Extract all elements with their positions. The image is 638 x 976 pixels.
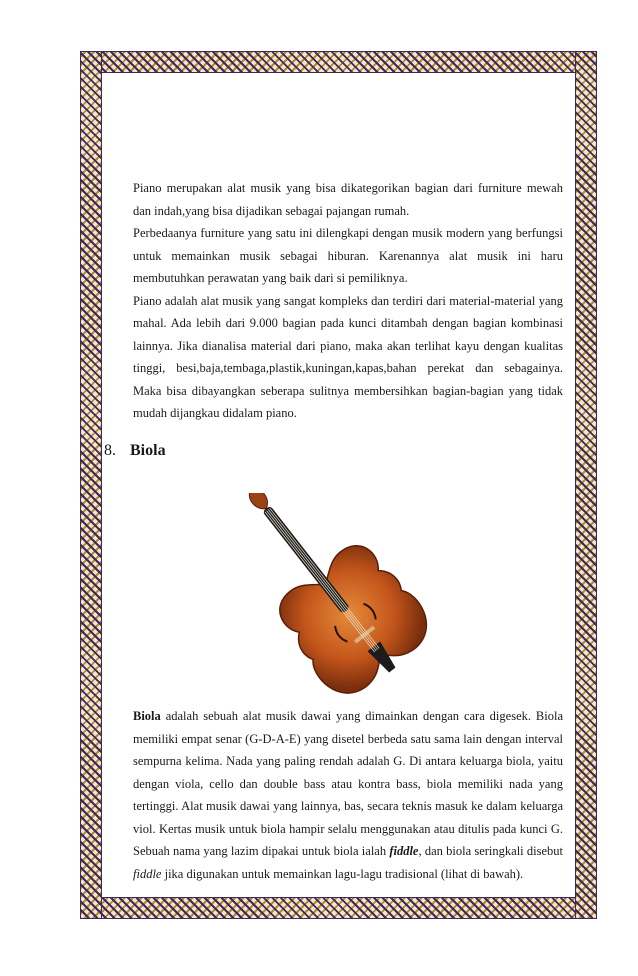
border-right <box>575 51 597 919</box>
heading-title: Biola <box>130 442 166 459</box>
border-top <box>80 51 597 73</box>
piano-text-section <box>133 177 563 425</box>
paragraph: Piano adalah alat musik yang sangat kompleks dan terdiri dari material-material yang mahal. Ada lebih dari 9.000 bagian pada kunci ditambah dengan bagian kombinasi lainnya. Jika dianalisa material dari piano, maka akan terlihat kayu dengan kualitas tinggi, besi,baja,tembaga,plastik,kuningan,kapas,bahan perekat dan sebagainya. Maka bisa dibayangkan seberapa sulitnya membersihkan bagian-bagian yang tidak mudah dijangkau didalam piano. <box>133 293 563 420</box>
section-heading <box>104 442 166 460</box>
paragraph <box>133 705 563 885</box>
biola-description <box>133 705 563 885</box>
border-bottom <box>80 897 597 919</box>
text-part: jika digunakan untuk memainkan lagu-lagu tradisional (lihat di bawah). <box>161 866 524 881</box>
text-part: , dan biola seringkali disebut <box>418 844 563 858</box>
paragraph: Perbedaanya furniture yang satu ini dilengkapi dengan musik modern yang berfungsi untuk memainkan musik sebagai hiburan. Karenannya alat musik ini haru membutuhkan perawatan yang baik dari si pemiliknya. <box>133 226 563 285</box>
term-biola: Biola <box>133 709 161 723</box>
term-fiddle-bold: fiddle <box>389 844 419 858</box>
paragraph: Piano merupakan alat musik yang bisa dikategorikan bagian dari furniture mewah dan indah,yang bisa dijadikan sebagai pajangan rumah. <box>133 181 563 218</box>
term-fiddle-italic: fiddle <box>133 866 162 881</box>
violin-illustration <box>228 493 453 698</box>
border-left <box>80 51 102 919</box>
heading-number: 8. <box>104 442 116 459</box>
text-part: adalah sebuah alat musik dawai yang dimainkan dengan cara digesek. Biola memiliki empat senar (G-D-A-E) yang disetel berbeda satu sama lain dengan interval sempurna kelima. Nada yang paling rendah adalah G. Di antara keluarga biola, yaitu dengan viola, cello dan double bass atau kontra bass, biola memiliki nada yang tertinggi. Alat musik dawai yang lainnya, bas, secara teknis masuk ke dalam keluarga viol. Kertas musik untuk biola hampir selalu menggunakan atau ditulis pada kunci G. Sebuah nama yang lazim dipakai untuk biola ialah <box>133 709 563 858</box>
